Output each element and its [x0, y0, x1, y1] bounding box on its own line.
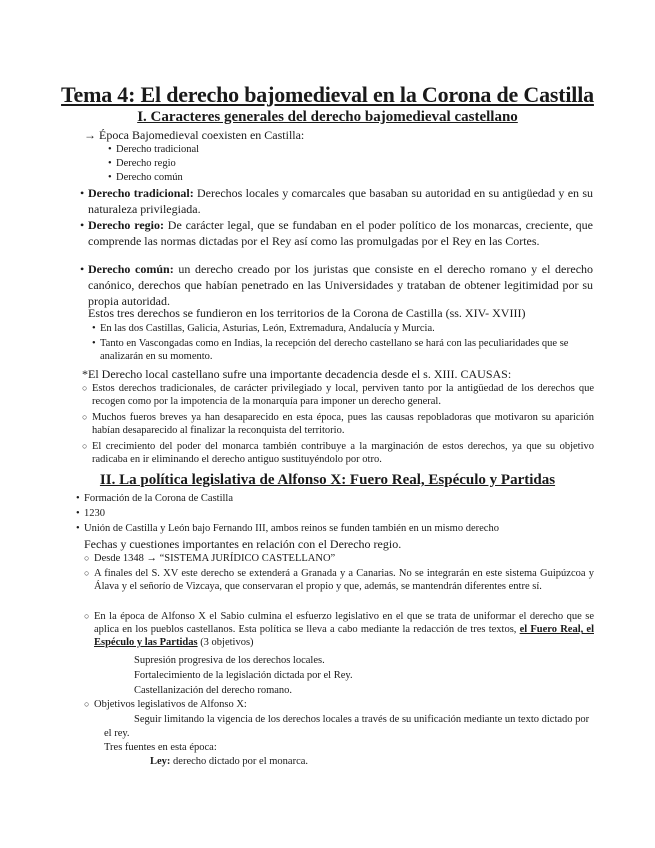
- date-item: ○ A finales del S. XV este derecho se extenderá a Granada y a Canarias. No se integrarán en este sistema Guipúzcoa y Álava y el señorío de Vizcaya, que conservaran el propio y que, además, se mantendrán diferentes entre sí.: [94, 567, 594, 593]
- cause-item: ○ Estos derechos tradicionales, de carácter privilegiado y local, perviven tanto por la antigüedad de los derechos que recogen como por la impotencia de la monarquía para imponer un derecho general.: [92, 382, 594, 408]
- page-title: Tema 4: El derecho bajomedieval en la Corona de Castilla: [61, 82, 594, 107]
- ley-text: derecho dictado por el monarca.: [173, 756, 309, 767]
- sub-item: • En las dos Castillas, Galicia, Asturias, León, Extremadura, Andalucía y Murcia.: [100, 322, 435, 335]
- comun-text: un derecho creado por los juristas que consiste en el derecho romano y el derecho canónico, derechos que habían penetrado en las Universidades y trataban de obtener legitimidad por su propia autoridad.: [88, 262, 594, 308]
- objectives-note: (3 objetivos): [200, 637, 254, 648]
- date-item: ○ Desde 1348 → “SISTEMA JURÍDICO CASTELLANO”: [94, 552, 335, 565]
- section-2-heading: II. La política legislativa de Alfonso X: Fuero Real, Espéculo y Partidas: [99, 472, 556, 488]
- list-item: • 1230: [84, 507, 105, 520]
- intro-line: Fechas y cuestiones importantes en relación con el Derecho regio.: [84, 537, 402, 551]
- trad-text: Derechos locales y comarcales que basaban su autoridad en su antigüedad y en su naturaleza privilegiada.: [88, 186, 593, 216]
- epoch-line: → Época Bajomedieval coexisten en Castilla:: [84, 128, 305, 142]
- ley-line: [150, 755, 308, 768]
- fused-line: Estos tres derechos se fundieron en los territorios de la Corona de Castilla (ss. XIV- XVIII): [88, 306, 526, 320]
- list-item: • Derecho regio: [116, 157, 176, 170]
- cause-item: ○ El crecimiento del poder del monarca también contribuye a la marginación de estos derechos, ya que su objetivo radicaba en ir eliminando el derecho antiguo sustituyéndolo por otro.: [92, 440, 594, 466]
- section-1-heading: I. Caracteres generales del derecho bajomedieval castellano: [137, 109, 518, 125]
- objective-item: Castellanización del derecho romano.: [134, 685, 293, 696]
- regio-paragraph: • Derecho regio: De carácter legal, que se fundaban en el poder político de los monarcas, creciente, que comprende las normas dictadas por el Rey así como las promulgadas por el Rey en las Cortes.: [80, 218, 593, 248]
- regio-label: Derecho regio:: [88, 218, 164, 232]
- list-item: • Derecho tradicional: [116, 143, 199, 156]
- objectives-item: ○ Objetivos legislativos de Alfonso X:: [94, 698, 247, 711]
- list-item: • Formación de la Corona de Castilla: [84, 492, 233, 505]
- alfonso-text: En la época de Alfonso X el Sabio culmina el esfuerzo legislativo en el que se trata de uniformar el derecho que se aplica en los pueblos castellanos. Esta política se lleva a cabo mediante la redacción de tres textos,: [94, 611, 594, 635]
- comun-label: Derecho común:: [88, 262, 174, 276]
- three-texts: el Fuero Real, el Espéculo y las Partidas: [94, 624, 594, 648]
- cause-item: ○ Muchos fueros breves ya han desaparecido en esta época, pues las causas repobladoras que motivaron su aparición habían desaparecido al finalizar la reconquista del territorio.: [92, 411, 594, 437]
- list-item: • Derecho común: [116, 171, 183, 184]
- sources-line: Tres fuentes en esta época:: [104, 742, 217, 753]
- date-item: [94, 610, 594, 649]
- objectives-text: Seguir limitando la vigencia de los derechos locales a través de su unificación mediante un texto dictado por el rey.: [104, 714, 590, 739]
- comun-paragraph: • Derecho común: un derecho creado por los juristas que consiste en el derecho romano y el derecho canónico, derechos que habían penetrado en las Universidades y trataban de obtener legitimidad por su propia autoridad.: [80, 262, 594, 308]
- list-item: • Unión de Castilla y León bajo Fernando III, ambos reinos se funden también en un mismo derecho: [84, 522, 499, 535]
- sub-item: • Tanto en Vascongadas como en Indias, la recepción del derecho castellano se hará con las peculiaridades que se analizarán en su momento.: [100, 337, 596, 363]
- decadence-line: *El Derecho local castellano sufre una importante decadencia desde el s. XIII. CAUSAS:: [82, 367, 512, 381]
- ley-label: Ley:: [150, 756, 171, 767]
- objective-item: Fortalecimiento de la legislación dictada por el Rey.: [134, 670, 353, 681]
- trad-label: Derecho tradicional:: [88, 186, 194, 200]
- objective-item: Supresión progresiva de los derechos locales.: [134, 655, 325, 666]
- regio-text: De carácter legal, que se fundaban en el poder político de los monarcas, creciente, que comprende las normas dictadas por el Rey así como las promulgadas por el Rey en las Cortes.: [88, 218, 593, 248]
- trad-paragraph: • Derecho tradicional: Derechos locales y comarcales que basaban su autoridad en su antigüedad y en su naturaleza privilegiada.: [80, 186, 593, 216]
